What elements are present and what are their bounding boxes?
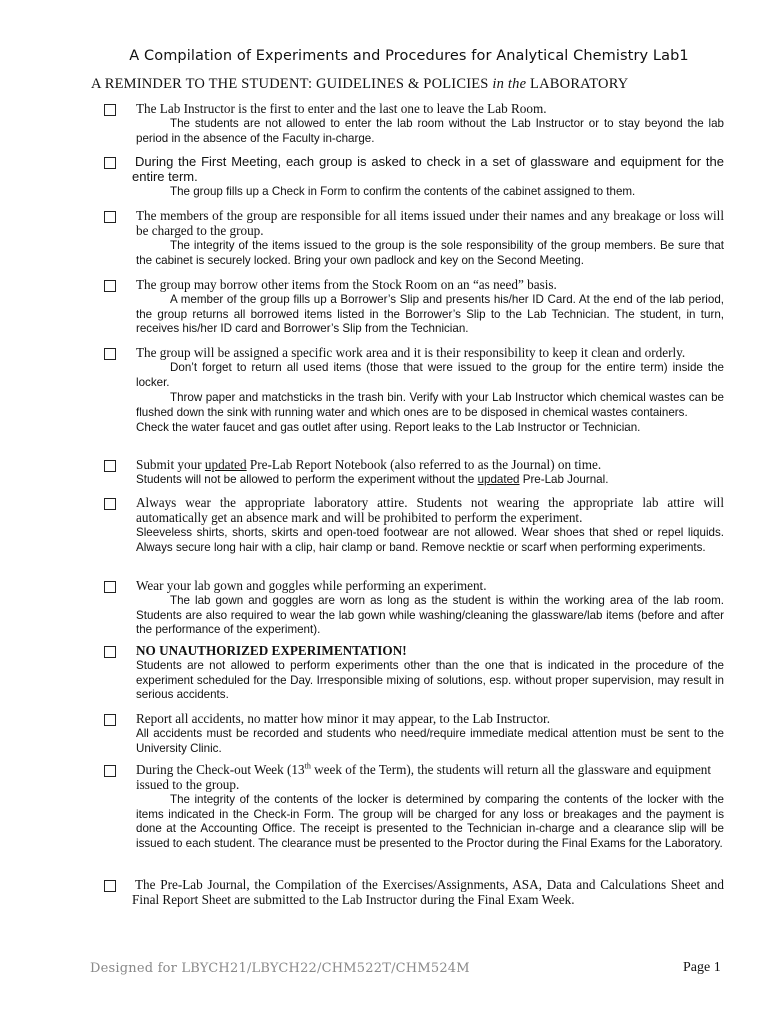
checkbox[interactable] [104,714,116,726]
guideline-detail: Students are not allowed to perform experiments other than the one that is indicated in the procedure of the experiment scheduled for the Day. Irresponsible mixing of solutions, esp. without proper supervision, may result in serious accidents. [136,659,724,701]
checkbox[interactable] [104,280,116,292]
guideline-item [104,277,724,337]
guideline-lead: NO UNAUTHORIZED EXPERIMENTATION! [136,643,407,658]
guideline-lead: During the First Meeting, each group is asked to check in a set of glassware and equipment for the entire term. [132,154,724,184]
guideline-item [104,208,724,268]
checkbox[interactable] [104,646,116,658]
guideline-detail: The group fills up a Check in Form to confirm the contents of the cabinet assigned to them. [170,185,636,198]
guideline-detail: Students will not be allowed to perform the experiment without the updated Pre-Lab Journal. [136,473,609,486]
guideline-item [104,711,724,756]
guideline-lead: Submit your updated Pre-Lab Report Notebook (also referred to as the Journal) on time. [136,457,602,472]
guideline-item [104,154,724,200]
guideline-item [104,877,724,907]
checkbox[interactable] [104,460,116,472]
checkbox[interactable] [104,765,116,777]
guideline-detail: A member of the group fills up a Borrower’s Slip and presents his/her ID Card. At the end of the lab period, the group returns all borrowed items listed in the Borrower’s Slip to the Lab Technician. The student, in turn, receives his/her ID card and Borrower’s Slip from the Technician. [136,293,724,335]
checkbox[interactable] [104,498,116,510]
checkbox[interactable] [104,157,116,169]
guideline-detail: Throw paper and matchsticks in the trash bin. Verify with your Lab Instructor which chemical wastes can be flushed down the sink with running water and which ones are to be disposed in chemical wastes containers. [136,391,724,419]
heading-part-2: LABORATORY [526,76,629,92]
guideline-lead: During the Check-out Week (13th week of the Term), the students will return all the glassware and equipment issued to the group. [136,761,712,792]
checkbox[interactable] [104,880,116,892]
guideline-lead: The members of the group are responsible for all items issued under their names and any breakage or loss will be charged to the group. [136,208,724,238]
guideline-detail: Check the water faucet and gas outlet after using. Report leaks to the Lab Instructor or Technician. [136,421,641,434]
guideline-detail: Sleeveless shirts, shorts, skirts and open-toed footwear are not allowed. Wear shoes that shed or repel liquids. Always secure long hair with a clip, hair clamp or band. Remove necktie or scarf when performing experiments. [136,526,724,554]
checkbox[interactable] [104,348,116,360]
guideline-lead: Wear your lab gown and goggles while performing an experiment. [136,578,487,593]
guideline-detail: The integrity of the contents of the locker is determined by comparing the contents of the locker with the items indicated in the Check-in Form. The group will be charged for any loss or breakages and the payment is done at the Accounting Office. The receipt is presented to the Technician in-charge and a clearance slip will be issued to each student. The clearance must be presented to the Proctor during the Final Exams for the Laboratory. [136,793,724,850]
guideline-item [104,101,724,146]
guideline-lead: The group may borrow other items from the Stock Room on an “as need” basis. [136,277,557,292]
guideline-item [104,345,724,436]
guideline-detail: The integrity of the items issued to the group is the sole responsibility of the group members. Be sure that the cabinet is securely locked. Bring your own padlock and key on the Second Meeting. [136,239,724,267]
guideline-lead: Report all accidents, no matter how minor it may appear, to the Lab Instructor. [136,711,551,726]
heading-part-1: A REMINDER TO THE STUDENT: GUIDELINES & POLICIES [91,76,493,92]
guideline-lead: Always wear the appropriate laboratory attire. Students not wearing the appropriate lab attire will automatically get an absence mark and will be prohibited to perform the experiment. [136,495,724,525]
guideline-lead: The group will be assigned a specific work area and it is their responsibility to keep it clean and orderly. [136,345,686,360]
heading-italic: in the [492,76,527,92]
checkbox[interactable] [104,104,116,116]
section-heading [91,76,711,93]
footer-course-codes: Designed for LBYCH21/LBYCH22/CHM522T/CHM524M [90,961,470,976]
guideline-detail: All accidents must be recorded and students who need/require immediate medical attention must be sent to the University Clinic. [136,727,724,755]
guideline-item [104,495,724,555]
guideline-detail: The students are not allowed to enter the lab room without the Lab Instructor or to stay beyond the lab period in the absence of the Faculty in-charge. [136,117,724,145]
checkbox[interactable] [104,581,116,593]
guideline-detail: Don’t forget to return all used items (those that were issued to the group for the entire term) inside the locker. [136,361,724,389]
guideline-detail: The lab gown and goggles are worn as long as the student is within the working area of the lab room. Students are also required to wear the lab gown while washing/cleaning the glassware/lab items (before and after the performance of the experiment). [136,594,724,636]
guideline-item [104,762,724,851]
checkbox[interactable] [104,211,116,223]
guideline-lead: The Lab Instructor is the first to enter and the last one to leave the Lab Room. [136,101,547,116]
guideline-item [104,578,724,638]
page-number: Page 1 [683,960,721,975]
guideline-item [104,643,724,703]
document-title: A Compilation of Experiments and Procedures for Analytical Chemistry Lab1 [129,48,689,64]
guideline-item [104,457,724,488]
guideline-lead: The Pre-Lab Journal, the Compilation of the Exercises/Assignments, ASA, Data and Calculations Sheet and Final Report Sheet are submitted to the Lab Instructor during the Final Exam Week. [132,877,724,907]
